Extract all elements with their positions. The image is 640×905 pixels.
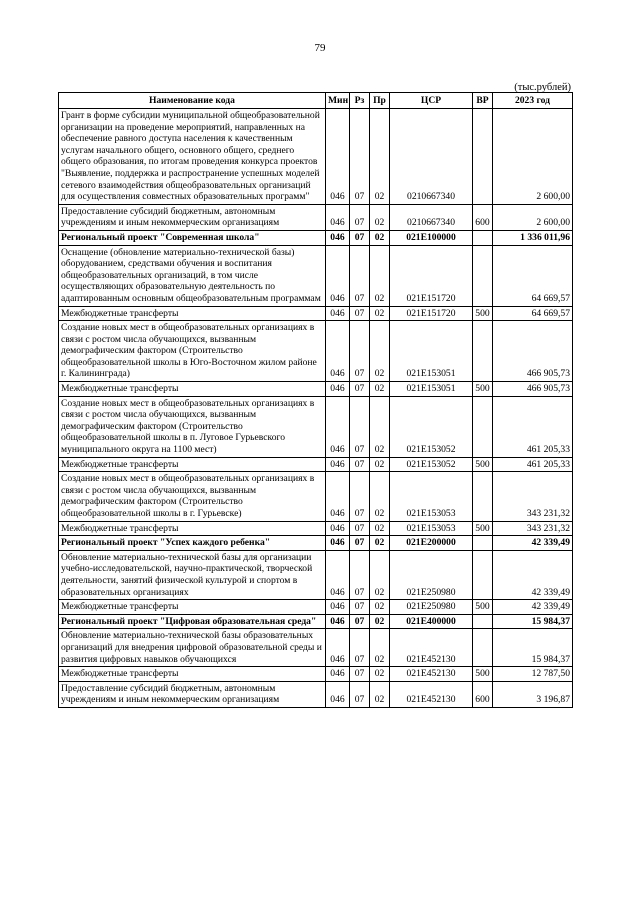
row-rz: 07 (350, 230, 370, 245)
row-min: 046 (326, 306, 350, 321)
row-amount: 3 196,87 (493, 681, 573, 707)
row-pr: 02 (370, 521, 390, 536)
row-rz: 07 (350, 396, 370, 457)
units-label: (тыс.рублей) (514, 82, 571, 93)
row-vr (473, 614, 493, 629)
row-name: Межбюджетные трансферты (59, 667, 326, 682)
row-pr: 02 (370, 321, 390, 382)
row-csr: 021E153051 (390, 382, 473, 397)
row-min: 046 (326, 681, 350, 707)
table-row (59, 382, 573, 397)
table-row (59, 245, 573, 306)
row-vr (473, 109, 493, 205)
table-row (59, 536, 573, 551)
table-row (59, 109, 573, 205)
row-pr: 02 (370, 472, 390, 521)
row-name: Обновление материально-технической базы образовательных организаций для внедрения цифровой образовательной среды и развития цифровых навыков обучающихся (59, 629, 326, 667)
row-name: Региональный проект "Цифровая образовательная среда" (59, 614, 326, 629)
row-name: Обновление материально-технической базы для организации учебно-исследовательской, научно-практической, творческой деятельности, занятий физической культурой и спортом в образовательных организациях (59, 550, 326, 599)
header-name: Наименование кода (59, 93, 326, 109)
table-row (59, 521, 573, 536)
row-csr: 021E452130 (390, 629, 473, 667)
row-csr: 021E153053 (390, 472, 473, 521)
row-min: 046 (326, 230, 350, 245)
row-rz: 07 (350, 204, 370, 230)
header-min: Мин (326, 93, 350, 109)
table-row (59, 667, 573, 682)
row-rz: 07 (350, 521, 370, 536)
row-pr: 02 (370, 396, 390, 457)
row-name: Межбюджетные трансферты (59, 457, 326, 472)
row-name: Создание новых мест в общеобразовательных организациях в связи с ростом числа обучающихся, вызванным демографическим фактором (Строительство общеобразовательной школы в Юго-Восточном жилом районе г. Калининграда) (59, 321, 326, 382)
row-csr: 021E200000 (390, 536, 473, 551)
row-name: Создание новых мест в общеобразовательных организациях в связи с ростом числа обучающихся, вызванным демографическим фактором (Строительство общеобразовательной школы в г. Гурьевске) (59, 472, 326, 521)
row-vr: 600 (473, 204, 493, 230)
row-vr: 500 (473, 306, 493, 321)
row-amount: 461 205,33 (493, 396, 573, 457)
row-rz: 07 (350, 457, 370, 472)
row-amount: 2 600,00 (493, 204, 573, 230)
row-rz: 07 (350, 600, 370, 615)
row-vr (473, 321, 493, 382)
row-rz: 07 (350, 667, 370, 682)
row-rz: 07 (350, 614, 370, 629)
row-pr: 02 (370, 204, 390, 230)
row-rz: 07 (350, 321, 370, 382)
row-csr: 021E452130 (390, 667, 473, 682)
row-csr: 021E153051 (390, 321, 473, 382)
row-pr: 02 (370, 109, 390, 205)
header-pr: Пр (370, 93, 390, 109)
table-row (59, 681, 573, 707)
row-name: Межбюджетные трансферты (59, 521, 326, 536)
table-row (59, 396, 573, 457)
table-row (59, 306, 573, 321)
row-name: Создание новых мест в общеобразовательных организациях в связи с ростом числа обучающихся, вызванным демографическим фактором (Строительство общеобразовательной школы в п. Луговое Гурьевского муниципального округа на 1100 мест) (59, 396, 326, 457)
row-amount: 42 339,49 (493, 550, 573, 599)
row-vr (473, 230, 493, 245)
row-vr: 500 (473, 521, 493, 536)
row-name: Грант в форме субсидии муниципальной общеобразовательной организации на проведение мероприятий, направленных на обеспечение равного доступа населения к качественным услугам начального общего, основного общего, среднего общего образования, по итогам проведения конкурса проектов "Выявление, поддержка и распространение успешных моделей сетевого взаимодействия общеобразовательных организаций для осуществления совместных образовательных программ" (59, 109, 326, 205)
row-vr: 500 (473, 600, 493, 615)
row-min: 046 (326, 382, 350, 397)
row-rz: 07 (350, 382, 370, 397)
row-min: 046 (326, 245, 350, 306)
row-csr: 021E151720 (390, 245, 473, 306)
row-pr: 02 (370, 667, 390, 682)
row-amount: 64 669,57 (493, 306, 573, 321)
row-min: 046 (326, 550, 350, 599)
row-min: 046 (326, 667, 350, 682)
row-csr: 021E100000 (390, 230, 473, 245)
row-amount: 12 787,50 (493, 667, 573, 682)
row-vr (473, 536, 493, 551)
row-min: 046 (326, 472, 350, 521)
row-amount: 42 339,49 (493, 600, 573, 615)
row-rz: 07 (350, 109, 370, 205)
row-csr: 021E151720 (390, 306, 473, 321)
row-amount: 15 984,37 (493, 614, 573, 629)
row-vr (473, 472, 493, 521)
row-name: Предоставление субсидий бюджетным, автономным учреждениям и иным некоммерческим организациям (59, 681, 326, 707)
row-name: Оснащение (обновление материально-технической базы) оборудованием, средствами обучения и воспитания общеобразовательных организаций, в том числе осуществляющих образовательную деятельность по адаптированным основным общеобразовательным программам (59, 245, 326, 306)
row-csr: 021E153052 (390, 396, 473, 457)
row-pr: 02 (370, 230, 390, 245)
row-rz: 07 (350, 536, 370, 551)
row-rz: 07 (350, 550, 370, 599)
row-amount: 466 905,73 (493, 382, 573, 397)
row-pr: 02 (370, 382, 390, 397)
row-min: 046 (326, 457, 350, 472)
row-vr: 500 (473, 667, 493, 682)
row-vr (473, 245, 493, 306)
row-name: Межбюджетные трансферты (59, 306, 326, 321)
row-name: Межбюджетные трансферты (59, 600, 326, 615)
row-rz: 07 (350, 306, 370, 321)
header-vr: ВР (473, 93, 493, 109)
row-amount: 343 231,32 (493, 521, 573, 536)
table-row (59, 457, 573, 472)
row-min: 046 (326, 521, 350, 536)
row-amount: 2 600,00 (493, 109, 573, 205)
table-row (59, 550, 573, 599)
row-rz: 07 (350, 681, 370, 707)
row-vr: 500 (473, 457, 493, 472)
table-row (59, 629, 573, 667)
row-amount: 466 905,73 (493, 321, 573, 382)
row-pr: 02 (370, 306, 390, 321)
row-vr: 600 (473, 681, 493, 707)
row-amount: 343 231,32 (493, 472, 573, 521)
row-pr: 02 (370, 600, 390, 615)
table-row (59, 204, 573, 230)
row-name: Межбюджетные трансферты (59, 382, 326, 397)
budget-table (58, 92, 573, 708)
row-amount: 1 336 011,96 (493, 230, 573, 245)
row-csr: 021E400000 (390, 614, 473, 629)
row-csr: 0210667340 (390, 109, 473, 205)
row-amount: 461 205,33 (493, 457, 573, 472)
row-amount: 15 984,37 (493, 629, 573, 667)
row-min: 046 (326, 396, 350, 457)
row-pr: 02 (370, 457, 390, 472)
row-amount: 64 669,57 (493, 245, 573, 306)
row-name: Предоставление субсидий бюджетным, автономным учреждениям и иным некоммерческим организациям (59, 204, 326, 230)
row-min: 046 (326, 536, 350, 551)
row-csr: 0210667340 (390, 204, 473, 230)
row-vr (473, 629, 493, 667)
row-rz: 07 (350, 245, 370, 306)
row-min: 046 (326, 109, 350, 205)
header-amount: 2023 год (493, 93, 573, 109)
row-min: 046 (326, 629, 350, 667)
row-min: 046 (326, 614, 350, 629)
row-name: Региональный проект "Успех каждого ребенка" (59, 536, 326, 551)
row-pr: 02 (370, 629, 390, 667)
table-row (59, 321, 573, 382)
row-vr (473, 550, 493, 599)
table-row (59, 614, 573, 629)
row-pr: 02 (370, 550, 390, 599)
row-name: Региональный проект "Современная школа" (59, 230, 326, 245)
row-pr: 02 (370, 536, 390, 551)
row-vr: 500 (473, 382, 493, 397)
header-rz: Рз (350, 93, 370, 109)
row-amount: 42 339,49 (493, 536, 573, 551)
row-pr: 02 (370, 614, 390, 629)
table-row (59, 472, 573, 521)
row-vr (473, 396, 493, 457)
row-pr: 02 (370, 245, 390, 306)
row-min: 046 (326, 600, 350, 615)
row-csr: 021E452130 (390, 681, 473, 707)
row-min: 046 (326, 321, 350, 382)
row-csr: 021E250980 (390, 600, 473, 615)
row-rz: 07 (350, 472, 370, 521)
table-row (59, 230, 573, 245)
row-pr: 02 (370, 681, 390, 707)
row-rz: 07 (350, 629, 370, 667)
table-header-row (59, 93, 573, 109)
row-csr: 021E153052 (390, 457, 473, 472)
header-csr: ЦСР (390, 93, 473, 109)
row-min: 046 (326, 204, 350, 230)
row-csr: 021E250980 (390, 550, 473, 599)
page-number: 79 (314, 42, 326, 54)
table-row (59, 600, 573, 615)
row-csr: 021E153053 (390, 521, 473, 536)
